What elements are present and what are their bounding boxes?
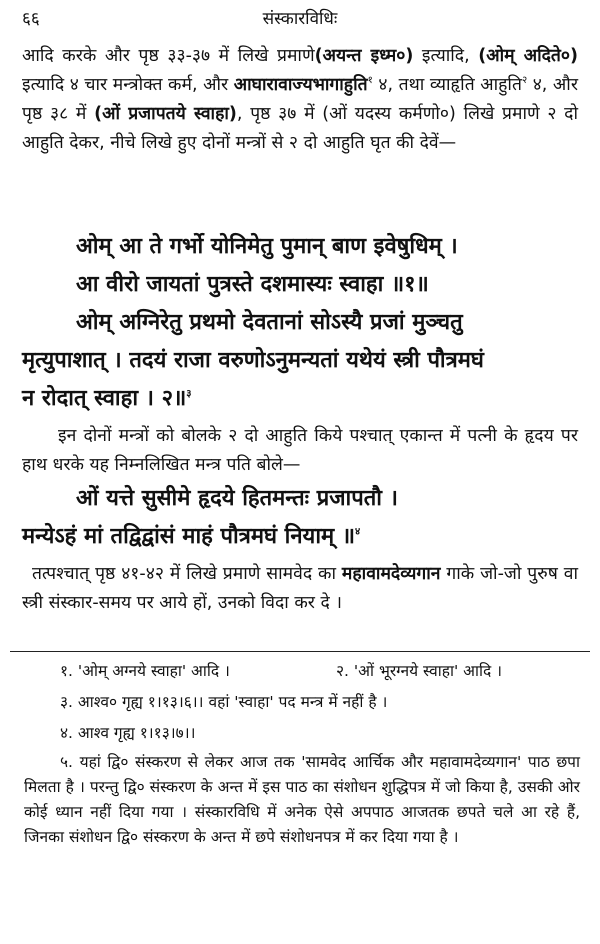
- footnote-ref-1: १: [367, 75, 373, 87]
- page-number: ६६: [22, 9, 40, 29]
- mantra-block-2: [22, 480, 578, 556]
- mantra-line-last: न रोदात् स्वाहा । २॥$^३$: [22, 386, 192, 411]
- mantra-line: ओम् अग्निरेतु प्रथमो देवतानां सोऽस्यै प्रजां मुञ्चतु: [76, 310, 463, 335]
- paragraph-instruction-2: इन दोनों मन्त्रों को बोलके २ दो आहुति किये पश्चात् एकान्त में पत्नी के हृदय पर हाथ धरके यह निम्नलिखित मन्त्र पति बोले—: [22, 426, 578, 475]
- mantra-line: मृत्युपाशात् । तदयं राजा वरुणोऽनुमन्यतां यथेयं स्त्री पौत्रमघं: [22, 348, 484, 373]
- mantra-block-1: [22, 228, 578, 418]
- footnote-2: २. 'ओं भूरग्नये स्वाहा' आदि ।: [336, 662, 503, 680]
- footnote-1: १. 'ओम् अग्नये स्वाहा' आदि ।: [60, 662, 230, 680]
- mantra-line: ओं यत्ते सुसीमे हृदये हितमन्तः प्रजापतौ ।: [76, 486, 398, 511]
- mantra-line: आ वीरो जायतां पुत्रस्ते दशमास्यः स्वाहा ॥१॥: [76, 272, 429, 297]
- footnote-4: ४. आश्व गृह्य १।१३।७।।: [60, 724, 196, 742]
- mantra-line: ओम् आ ते गर्भो योनिमेतु पुमान् बाण इवेषुधिम् ।: [76, 234, 458, 259]
- footnote-5: ५. यहां द्वि० संस्करण से लेकर आज तक 'सामवेद आर्चिक और महावामदेव्यगान' पाठ छपा मिलता है । परन्तु द्वि० संस्करण के अन्त में इस पाठ का संशोधन शुद्धिपत्र में जो किया है, उसकी ओर कोई ध्यान नहीं दिया गया । संस्कारविधि में अनेक ऐसे अपपाठ आजतक छपते चले आ रहे हैं, जिनका संशोधन द्वि० संस्करण के अन्त में छपे संशोधनपत्र में कर दिया गया है ।: [24, 753, 580, 846]
- mantra-line-last: मन्येऽहं मां तद्विद्वांसं माहं पौत्रमघं नियाम् ॥$^४$: [22, 524, 361, 549]
- running-title: संस्कारविधिः: [262, 9, 338, 29]
- footnote-divider: [10, 651, 590, 652]
- paragraph-ritual-instructions: आदि करके और पृष्ठ ३३-३७ में लिखे प्रमाणे(अयन्त इध्म०) इत्यादि, (ओम् अदिते०) इत्यादि ४ चार मन्त्रोक्त कर्म, और आघारावाज्यभागाहुति$^१$ ४, तथा व्याहृति आहुति$^२$ ४, और पृष्ठ ३८ में (ओं प्रजापतये स्वाहा), पृष्ठ ३७ में (ओं यदस्य कर्मणो०) लिखे प्रमाणे २ दो आहुति देकर, नीचे लिखे हुए दोनों मन्त्रों से २ दो आहुति घृत की देवें—: [22, 46, 578, 153]
- footnote-3: ३. आश्व० गृह्य १।१३।६।। वहां 'स्वाहा' पद मन्त्र में नहीं है ।: [60, 693, 388, 711]
- footnote-ref-4: ४: [355, 526, 361, 538]
- paragraph-conclusion: तत्पश्चात् पृष्ठ ४१-४२ में लिखे प्रमाणे सामवेद का महावामदेव्यगान गाके जो-जो पुरुष वा स्त्री संस्कार-समय पर आये हों, उनको विदा कर दे ।: [22, 564, 578, 613]
- page-header: [22, 6, 578, 34]
- footnote-ref-3: ३: [186, 388, 192, 400]
- footnote-ref-2: २: [521, 75, 528, 87]
